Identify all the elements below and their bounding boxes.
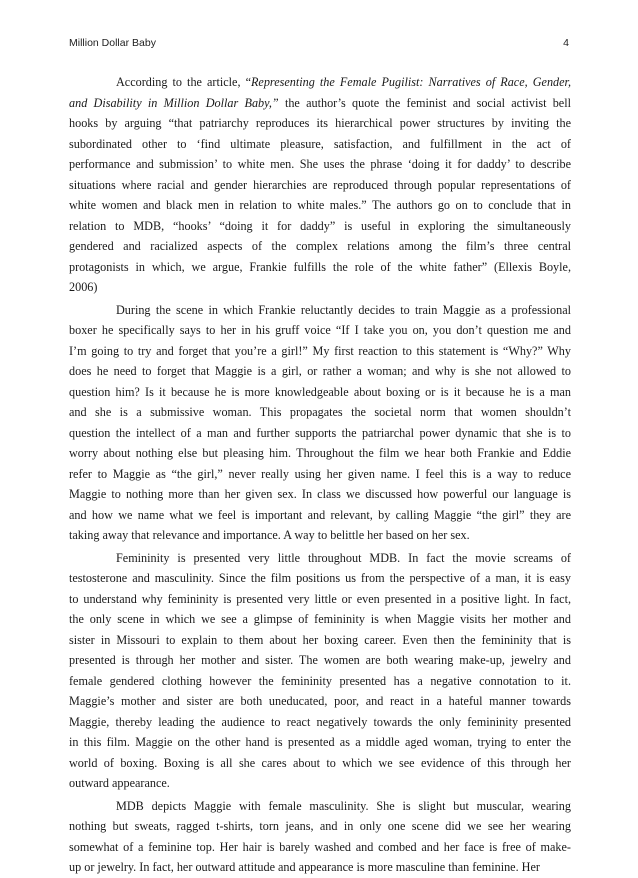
- line-text: presented is through her mother and sister. The women are both wearing make-up, jewelry and: [69, 653, 571, 667]
- line-text: subordinated other to ‘find ultimate pleasure, satisfaction, and fulfillment in the act of: [69, 136, 571, 151]
- line-text: During the scene in which Frankie reluctantly decides to train Maggie as a professional: [116, 302, 571, 317]
- line-text: hooks by arguing “that patriarchy reproduces its hierarchical power structures by inviting the: [69, 116, 571, 130]
- text-line: [69, 341, 571, 362]
- document-body: [69, 72, 571, 878]
- line-text: According to the article, “: [116, 75, 251, 89]
- running-title: Million Dollar Baby: [69, 37, 156, 49]
- line-text: Maggie to nothing more than her given sex. In class we discussed how powerful our language is: [69, 487, 571, 501]
- paragraph: [69, 72, 571, 298]
- line-text: gendered and racialized aspects of the complex relations among the film’s three central: [69, 239, 571, 253]
- line-text: protagonists in which, we argue, Frankie fulfills the role of the white father” (Ellexis Boyle,: [69, 259, 571, 274]
- line-text: question him? Is it because he is more knowledgeable about boxing or is it because he is a man: [69, 384, 571, 399]
- text-line: [69, 236, 571, 257]
- italic-title-text: Representing the Female Pugilist: Narratives of Race, Gender,: [250, 75, 571, 89]
- text-line: [69, 154, 571, 175]
- line-text: question the intellect of a man and further supports the patriarchal power dynamic that she is to: [69, 425, 571, 440]
- text-line: [69, 650, 571, 671]
- line-text: female gendered clothing however the femininity presented has a negative connotation to it.: [69, 673, 571, 688]
- line-text: MDB depicts Maggie with female masculinity. She is slight but muscular, wearing: [116, 798, 571, 813]
- text-line: [69, 837, 571, 858]
- line-text: relation to MDB, “hooks’ “doing it for daddy” is useful in exploring the simultaneously: [69, 218, 571, 233]
- text-line: [69, 113, 571, 134]
- text-line: [69, 712, 571, 733]
- text-line: [69, 773, 571, 794]
- text-line: [69, 630, 571, 651]
- text-line: [69, 732, 571, 753]
- text-line: [69, 525, 571, 546]
- line-text: the only scene in which we see a glimpse of femininity is when Maggie visits her mother and: [69, 612, 571, 626]
- text-line: [69, 423, 571, 444]
- line-text: the author’s quote the feminist and social activist bell: [278, 95, 571, 110]
- text-line: [69, 93, 571, 114]
- line-text: world of boxing. Boxing is all she cares about to which we see evidence of this through her: [69, 755, 571, 770]
- text-line: [69, 72, 571, 93]
- line-text: to understand why femininity is presented very little or even presented in a positive light. In fact,: [69, 591, 571, 606]
- text-line: [69, 505, 571, 526]
- line-text: situations where racial and gender hierarchies are reproduced through popular representations of: [69, 177, 571, 192]
- line-text: I’m going to try and forget that you’re a girl!” My first reaction to this statement is “Why?” Why: [69, 343, 571, 358]
- text-line: [69, 753, 571, 774]
- line-text: in this film. Maggie on the other hand is presented as a middle aged woman, trying to enter the: [69, 735, 571, 749]
- line-text: 2006): [69, 280, 98, 294]
- text-line: [69, 589, 571, 610]
- text-line: [69, 671, 571, 692]
- text-line: [69, 609, 571, 630]
- text-line: [69, 857, 571, 878]
- text-line: [69, 484, 571, 505]
- line-text: does he need to forget that Maggie is a girl, or rather a woman; and why is she not allowed to: [69, 364, 571, 378]
- line-text: nothing but sweats, ragged t-shirts, torn jeans, and in only one scene did we see her wearing: [69, 819, 571, 833]
- line-text: outward appearance.: [69, 776, 170, 790]
- line-text: and she is a submissive woman. This propagates the societal norm that women shouldn’t: [69, 405, 571, 419]
- text-line: [69, 320, 571, 341]
- text-line: [69, 300, 571, 321]
- line-text: performance and submission’ to white men. She uses the phrase ‘doing it for daddy’ to describe: [69, 157, 571, 171]
- text-line: [69, 175, 571, 196]
- line-text: taking away that relevance and importance. A way to belittle her based on her sex.: [69, 528, 470, 542]
- line-text: refer to Maggie as “the girl,” never really using her given name. I feel this is a way to reduce: [69, 466, 571, 481]
- text-line: [69, 257, 571, 278]
- line-text: white women and black men in relation to white males.” The authors go on to conclude that in: [69, 198, 571, 212]
- text-line: [69, 691, 571, 712]
- line-text: testosterone and masculinity. Since the film positions us from the perspective of a man, it is easy: [69, 571, 571, 585]
- line-text: Maggie’s mother and sister are both uneducated, poor, and react in a hateful manner towards: [69, 694, 571, 708]
- paragraph: [69, 300, 571, 546]
- page-number: 4: [563, 37, 569, 49]
- text-line: [69, 382, 571, 403]
- text-line: [69, 277, 571, 298]
- paragraph: [69, 796, 571, 878]
- text-line: [69, 796, 571, 817]
- line-text: somewhat of a feminine top. Her hair is barely washed and combed and her face is free of make-: [69, 839, 571, 854]
- line-text: worry about nothing else but pleasing him. Throughout the film we hear both Frankie and Eddie: [69, 446, 571, 460]
- text-line: [69, 195, 571, 216]
- text-line: [69, 464, 571, 485]
- text-line: [69, 361, 571, 382]
- text-line: [69, 816, 571, 837]
- italic-title-text: and Disability in Million Dollar Baby,”: [69, 95, 279, 110]
- line-text: sister in Missouri to explain to them about her boxing career. Even then the femininity that is: [69, 632, 571, 647]
- line-text: Femininity is presented very little throughout MDB. In fact the movie screams of: [116, 550, 571, 565]
- text-line: [69, 548, 571, 569]
- text-line: [69, 216, 571, 237]
- paragraph: [69, 548, 571, 794]
- text-line: [69, 134, 571, 155]
- line-text: Maggie, thereby leading the audience to react negatively towards the only femininity presented: [69, 714, 571, 729]
- text-line: [69, 568, 571, 589]
- text-line: [69, 402, 571, 423]
- line-text: up or jewelry. In fact, her outward attitude and appearance is more masculine than feminine. Her: [69, 860, 540, 874]
- page-header: [69, 37, 569, 51]
- line-text: and how we name what we feel is important and relevant, by calling Maggie “the girl” they are: [69, 507, 571, 522]
- text-line: [69, 443, 571, 464]
- line-text: boxer he specifically says to her in his gruff voice “If I take you on, you don’t question me and: [69, 323, 571, 337]
